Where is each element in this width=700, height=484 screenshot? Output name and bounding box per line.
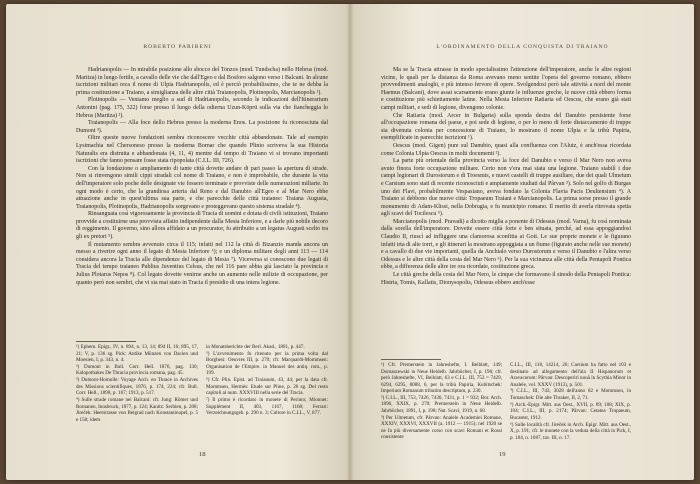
book-spread [6,4,694,480]
footnote: ³) Dumont-Homolle: Voyage Arch. en Thrace in Archives des Missions scientifiques, 1876, p. 174, 224; cfr. Bull. Corr. Hell., 1898, p. 167; 1913, p. 517. [76,377,198,397]
paragraph: Ma se la Tracia attrasse in modo specialissimo l'attenzione dell'imperatore, anche le altre regioni vicine, le quali per la distanza da Roma avevano meno sentite l'opera del governo romano, ebbero provvedimenti analoghi, e più intenso fervore di opere. Svolgendosi però tale attività a nord del monte Haemus (Balcani), dove assai scarsamente erano giunte le influenze greche, le nuove città ebbero forma e costituzione più schiettamente latine. Nella Mesia Inferiore Ratiaria ed Oescus, che erano già stati campi militari, e sedi di legione, divengono colonie. [381,67,631,111]
left-page [6,4,349,480]
paragraph: Rinsanguata così vigorosamente la provincia di Tracia di uomini e dotata di civili istituzioni, Traiano provvide a costituirne una provvista affatto indipendente dalla Mesia Inferiore, e a darle più nobile decoro di reggimento. Il governo, sino allora affidato a un procurator, fu attribuito a un legatus Augusti scelto tra gli ex pretori ⁵). [76,211,328,241]
footnote: ⁴) C.I.L., III, 743, 3028 dell'anno 82 e Mommsen, in Tomaschek: Die alte Thraker, II, 2, 71. [510,388,631,401]
footnote: C.I.L., III, 118, 14214, 26; Carsium ha fatto nel 103 e destinato ad allogamento dell'ala II Hispanorum et Aravacorum: Pârvan: Descoperiri nouă în Scythia Minor in Analele, vol. XXXV (1913), p. 501. [510,362,631,388]
main-text-right [381,67,631,287]
footnote-column [206,344,328,424]
footnote-column [381,362,502,442]
main-text-left [76,67,328,287]
right-page [351,4,694,480]
footnotes-right [381,362,631,442]
footnote: ⁶) Sulle località cfr. Jireček in Arch. Epigr. Mitt. aus Oest., X, p. 191; cfr. le monete con la veduta della città in Pick, I, p. 184, n. 1087, tav. III, n. 17. [510,421,631,441]
footnote: ²) C.I.L., III, 753, 7426, 7430, 7431, p. 1 = 922; Bor. Arch. 1896, XXIX, p. 270; Premerstein in Neue Heidelb. Jahrbücher, 1891, I, p. 198; Nat. Scavi, 1919, n. 68. [381,394,502,414]
paragraph: Oltre queste nuove fondazioni sembra riconoscere vecchie città abbandonate. Tale ad esempio Lysimachia nel Chersoneso presso la moderna Bornar che quando Plinio scriveva la sua Historia Naturalis era distrutta e abbandonata (4, 11, 4) mentre dal tempo di Traiano vi si trovano importanti iscrizioni che fanno pensare fosse stata ripopolata (C.I.L. III, 726). [76,135,328,165]
footnote: ⁵) Arch.-Epigr. Mitt. aus Oest., XVII, p. 89; 108; XIX, p. 104; C.I.L., III, p. 2174; Pârvan: Cetatea Tropaeum, Bucarest, 1912. [510,401,631,421]
footnote-column [76,344,198,424]
paragraph: Il mutamento sembra avvenuto circa il 115; infatti nel 112 la città di Bizanzio manda ancora un messo a riverire ogni anno il legato di Mesia Inferiore ⁶); e un diploma militare degli anni 113 — 114 considera ancora la Tracia alle dipendenze del legato di Mesia ⁷). Viceversa si conoscono due legati di Tracia del tempo traianeo Publius Juventius Celsus, che nel 116 pare abbia già lasciato la provincia e Julius Plotarus Nepos ⁸). Col legato dovette venirne anche un aumento nelle milizie di occupazione, per quanto però non sembri, che vi sia mai stato in Tracia il presidio di una intera legione. [76,241,328,286]
running-head-left: ROBERTO PARIBENI [143,44,212,50]
footnote: ⁶) Cfr. Plin. Epist. ad Traianum, 43, 44; per la data cfr. Mommsen, Hermès: Etude sur Pline, p. 26 sg. Del resto capitoli al num. XXXVIII nella serie del Tracia. [206,377,328,397]
footnote: ⁷) Il primo è ricordato in monete di Perinto; Mionnet: Supplément II, 403, 1167, 1168; Ferrari: Verzeichnungsgeb. p. 290 n. 3; Cultore in C.I.L., V, 877. [206,397,328,417]
footnotes-left [76,344,328,424]
paragraph: Le città greche della costa del Mar Nero, le cinque che formavano il sinodo della Pentapoli Pontica: Histria, Tomis, Kallatis, Dionysopolis, Odessus ebbero anch'esse [381,272,631,286]
paragraph: Marcianopolis (mod. Pravadi) a dicotto miglia a ponente di Odessus (mod. Varna), fu così nominata dalla sorella dell'imperatore. Dovette essere città forte e ben situata, perché, ad essa appoggiandosi Claudio II, riuscì ad infliggere una clamorosa sconfitta ai Goti. Le sue proprie monete e le figurano infatti irta di alte torri, e gli itinerari la mostrano appoggiata a un fiume (figurato anche nelle sue monete) e a cavallo di due vie importanti, quella da Anchialo verso Durostorum e verso il Danubio e l'altra verso Odessus e le altre città della costa del Mar Nero ⁶). Per la sua vicinanza alle città della Pentapoli Pontica ebbe, a differenza delle altre tre ora ricordate, costituzione greca. [381,218,631,271]
footnote: ⁵) L'avvenimento fu ritenuto per la prima volta dal Borghesi: Oeuvres III, p. 270; cfr. Marquardt-Mommsen: Organisation de l'Empire. in Manuel des antiq. rom., p. 199. [206,350,328,377]
paragraph: Traianopolis — Alla foce dello Hebrus presso la moderna Enos. La posizione fu riconosciuta dal Dumont ³). [76,120,328,134]
paragraph: Che Ratiaria (mod. Arcer in Bulgaria) sulla sponda destra del Danubio persistente forse all'occupazione romana del paese, e poi sede di legione, o per lo meno di forte distaccamento di truppe sia divenuta colonia per concessione di Traiano, lo mostrano il nome Ulpia e la tribù Papiria, esemplificate in parecchie iscrizioni ¹). [381,112,631,142]
footnote: ³) Per Ulmetum, cfr. Pârvan: Analele Academiei Romane, XXXIV, XXXVI, XXXVII (a. 1912 — 1915); nel 1920 se ne fa più diversamente corso con scavi Romani et Rossi consistente [381,414,502,441]
paragraph: Oescus (mod. Gigen) pure sul Danubio, quasi alla confluenza con l'Alutz, è anch'essa ricordata come Colonia Ulpia Oescus in molti documenti ²). [381,142,631,157]
footnote-rule [76,341,136,342]
footnote: ¹) Ephem. Epigr., IV, n. 894, n. 13, 14; 894 II, 16; 895, 17, 21; V, p. 136 sg. Pick: Antike Münzen von Dacien und Moesien, I, p. 343, n. 4. [76,344,198,363]
footnote-column [510,362,631,442]
footnote: ¹) Cfr. Premerstein in Jahreshefte, I. Beiblatt, 149; Domaszewski in Neue Heidelb. Jahrbücher, I, p. 196; cfr. però Jahreshefte, VI, Beiblatt, 63 e C.I.L. III, 753 = 7429, 6294, 6295, 8088, 6, per la tribù Papiria, Kubitschek: Imperium Romanum tributim descriptum, p. 230. [381,362,502,394]
footnote: ⁴) Sulle strade romane nei Balcani: cfr. Jung: Römer und Romanen, Innsbruck, 1877, p. 124; Kanitz: Serbien, p. 208; Jireček: Heerstrasse von Belgrad nach Konstantinopel, p. 5 e 150; idem [76,397,198,423]
paragraph: La parte più orientale della provincia verso la foce del Danubio e verso il Mar Nero non aveva avuto finora forte occupazione militare. Certo non v'era mai stata una legione. Traiano stabilì i due campi legionari di Durostorum e di Troesmis, e nuovi castelli di truppe ausiliare, due dei quali Ulmetum e Carsium sono stati di recente riconosciuti e ampiamente studiati dal Pârvan ³). Solo nel golfo di Burgas uno dei Flavi, probabilmente Vespasiano, aveva fondato la Colonia Flavia Pacis Deultensium ⁴). A Traiano si debbono due nuove città: Tropaeum Traiani e Marcianopolis. La prima sorse presso il grande monumento di Adam-Klissi, nella Dobrugia, e fu municipio romano. Il merito di averla ritrovata spetta agli scavi del Tocilescu ⁵). [381,158,631,218]
footnote: ²) Dumont in Bull. Corr. Hell. 1876, pag. 130; Kalopothakes De Thracia provincia romana, pag. 45. [76,363,198,377]
running-head-right: L'ORDINAMENTO DELLA CONQUISTA DI TRAIANO [436,44,609,50]
footnote-rule [381,359,441,360]
paragraph: Hadrianopolis — In mirabile posizione allo sbocco del Tonzos (mod. Tundscha) nello Hebrus (mod. Maritza) in lungo fertile, a cavallo delle vie che dall'Egeo e dal Bosforo salgono verso i Balcani. In alcune iscrizioni militari reca il nome di Ulpia Hadrianopolis, ed è perciò probabilissimo, che te ne debba la prima costituzione a Traiano, a simiglianza delle altre città Traianopolis, Plotinopolis, Marcianopolis ¹). [76,67,329,96]
page-number-right: 19 [499,451,506,458]
page-number-left: 18 [199,451,206,458]
paragraph: Plotinopolis — Veniamo meglio a sud di Hadrianopolis, secondo le indicazioni dell'Itinerarium Antonini (pag. 175, 322) forse presso il luogo della odierna Uzun-Köprü sulla via che fiancheggia lo Hebrus (Maritza) ²). [76,97,328,119]
footnote: in Monatsberichte der Berl. Akad., 1881, p. 447. [206,344,305,350]
paragraph: Con la fondazione o ampliamento di tante città dovette andare di pari passo la apertura di strade. Non si rinvengono simili cippi stradali col nome di Traiano, e non è improbabile, che durante la vita dell'imperatore solo poche delle designate vie fossero terminate e provviste delle numerazioni miliarie. In ogni modo è certo, che la grandiosa arteria dal Reno e dal Danubio all'Egeo e al Mar Nero ebbe attuazione anche in quest'ultima sua parte, e che parecchie delle città traianee: Traiana Augusta, Traianopolis, Plotinopolis, Hadrianopolis sorgevano e proteggevano questo sistema stradale ⁴). [76,165,328,210]
